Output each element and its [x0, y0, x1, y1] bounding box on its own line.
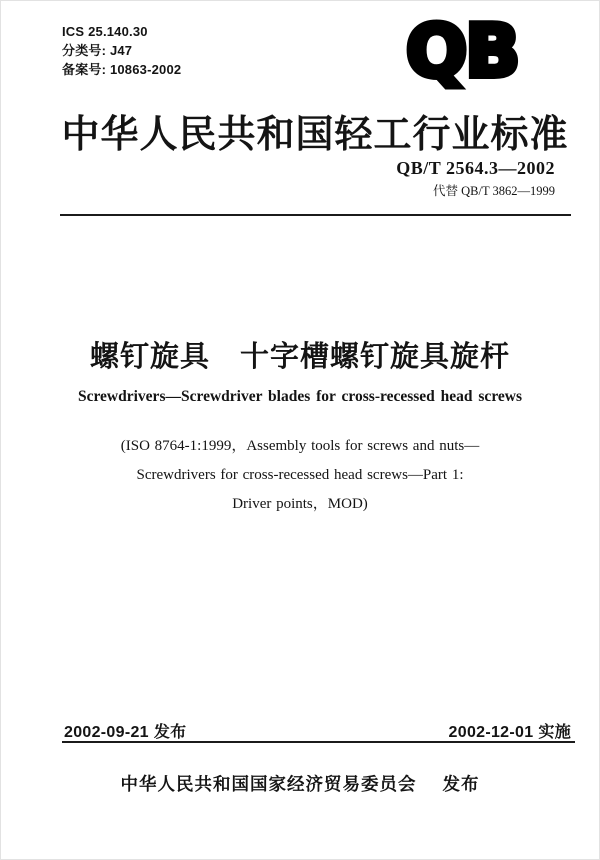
iso-reference-line: Driver points，MOD) — [232, 496, 368, 512]
implement-label: 实施 — [538, 724, 571, 741]
qb-logo — [406, 18, 540, 98]
issue-label: 发布 — [153, 724, 187, 741]
iso-reference-line: Screwdrivers for cross-recessed head screws—Part 1: — [136, 467, 464, 483]
standard-number: QB/T 2564.3—2002 — [396, 158, 555, 178]
document-title-english: Screwdrivers—Screwdriver blades for cross-recessed head screws — [77, 388, 523, 405]
document-title-chinese: 螺钉旋具 十字槽螺钉旋具旋杆 — [89, 341, 510, 373]
issue-date: 2002-09-21 — [64, 724, 149, 741]
implement-date: 2002-12-01 — [448, 724, 534, 741]
replaces-note: 代替 QB/T 3862—1999 — [433, 184, 555, 198]
publisher-action: 发布 — [442, 774, 480, 794]
meta-block — [62, 22, 181, 79]
standard-body-title: 中华人民共和国轻工行业标准 — [61, 114, 569, 156]
record-number: 备案号: 10863-2002 — [62, 62, 182, 77]
qb-logo-text: QB — [406, 18, 519, 93]
ics-number: ICS 25.140.30 — [62, 24, 148, 39]
footer-divider — [62, 741, 575, 743]
dates-row — [64, 719, 571, 742]
implement-date-group — [449, 719, 571, 742]
issue-date-group — [64, 719, 186, 742]
publisher-name: 中华人民共和国国家经济贸易委员会 — [120, 774, 417, 794]
classification-number: 分类号: J47 — [62, 43, 133, 58]
iso-reference — [0, 432, 600, 519]
header-divider — [60, 214, 571, 216]
iso-reference-line: (ISO 8764-1:1999，Assembly tools for screws and nuts— — [120, 438, 480, 454]
publisher-row — [0, 771, 600, 796]
